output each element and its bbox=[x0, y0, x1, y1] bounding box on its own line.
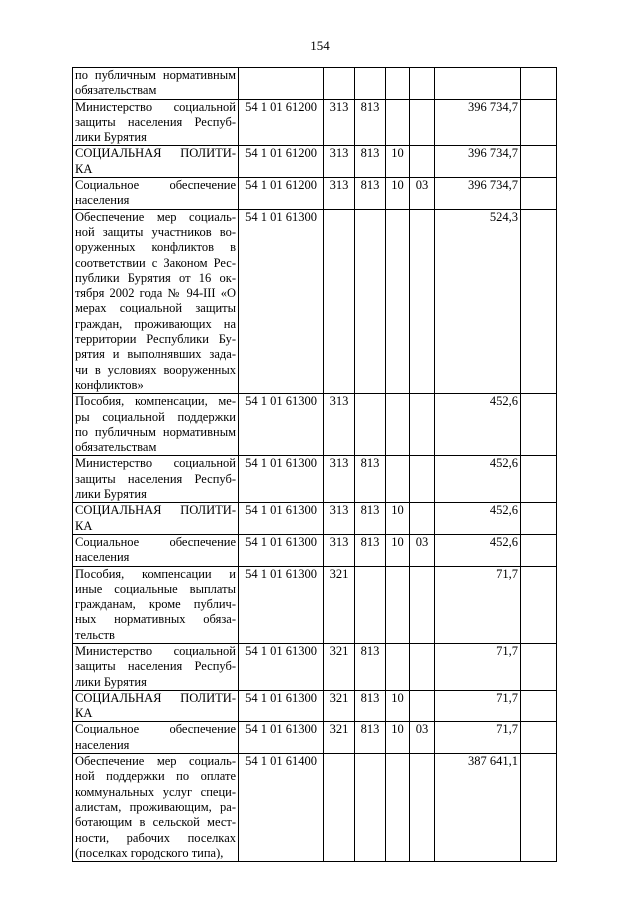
expense-name-line: рятия и выполнявших зада- bbox=[75, 347, 236, 362]
expense-type-code: 313 bbox=[324, 456, 355, 503]
expense-name-line: Министерство социальной bbox=[75, 456, 236, 471]
expense-name-line: территории Республики Бу- bbox=[75, 332, 236, 347]
empty-cell bbox=[521, 456, 557, 503]
subsection-code bbox=[410, 643, 435, 690]
section-code bbox=[386, 99, 410, 146]
expense-name-line: по публичным нормативным bbox=[75, 424, 236, 439]
expense-name-line: тября 2002 года № 94-III «О bbox=[75, 286, 236, 301]
section-code: 10 bbox=[386, 534, 410, 566]
expense-name-line: тельств bbox=[75, 627, 115, 642]
expense-name-cell bbox=[73, 456, 239, 503]
empty-cell bbox=[521, 178, 557, 210]
expense-name-line: защиты населения Респуб- bbox=[75, 114, 236, 129]
target-article-code: 54 1 01 61300 bbox=[239, 566, 324, 643]
expense-name-line: гражданам, кроме публич- bbox=[75, 597, 236, 612]
section-code: 10 bbox=[386, 690, 410, 722]
empty-cell bbox=[521, 394, 557, 456]
section-code: 10 bbox=[386, 722, 410, 754]
section-code: 10 bbox=[386, 503, 410, 535]
table-row bbox=[73, 394, 557, 456]
expense-type-code: 321 bbox=[324, 566, 355, 643]
expense-name-line: (поселках городского типа), bbox=[75, 845, 224, 860]
expense-name-line: населения bbox=[75, 737, 130, 752]
expense-name-line: населения bbox=[75, 193, 130, 208]
target-article-code: 54 1 01 61300 bbox=[239, 534, 324, 566]
target-article-code: 54 1 01 61400 bbox=[239, 754, 324, 862]
target-article-code bbox=[239, 68, 324, 100]
subsection-code bbox=[410, 146, 435, 178]
ministry-code: 813 bbox=[355, 643, 386, 690]
expense-name-line: СОЦИАЛЬНАЯ ПОЛИТИ- bbox=[75, 146, 236, 161]
expense-name-line: Социальное обеспечение bbox=[75, 722, 236, 737]
table-row bbox=[73, 754, 557, 862]
section-code bbox=[386, 68, 410, 100]
expense-name-line: КА bbox=[75, 518, 93, 533]
expense-name-cell bbox=[73, 503, 239, 535]
expense-name-cell bbox=[73, 754, 239, 862]
expense-type-code: 313 bbox=[324, 534, 355, 566]
page-number: 154 bbox=[310, 38, 330, 53]
empty-cell bbox=[521, 690, 557, 722]
subsection-code: 03 bbox=[410, 178, 435, 210]
expense-name-line: алистам, проживающим, ра- bbox=[75, 799, 236, 814]
subsection-code bbox=[410, 394, 435, 456]
section-code bbox=[386, 394, 410, 456]
expense-name-line: КА bbox=[75, 706, 93, 721]
expense-name-line: лики Бурятия bbox=[75, 487, 147, 502]
expense-name-line: Обеспечение мер социаль- bbox=[75, 209, 236, 224]
amount-cell: 452,6 bbox=[435, 534, 521, 566]
table-row bbox=[73, 566, 557, 643]
budget-table-body bbox=[73, 68, 557, 862]
table-row bbox=[73, 209, 557, 394]
subsection-code bbox=[410, 209, 435, 394]
expense-name-line: иные социальные выплаты bbox=[75, 581, 236, 596]
section-code: 10 bbox=[386, 146, 410, 178]
subsection-code bbox=[410, 456, 435, 503]
expense-name-line: конфликтов» bbox=[75, 377, 144, 392]
expense-name-cell bbox=[73, 566, 239, 643]
expense-name-line: СОЦИАЛЬНАЯ ПОЛИТИ- bbox=[75, 690, 236, 705]
table-row bbox=[73, 456, 557, 503]
ministry-code bbox=[355, 754, 386, 862]
empty-cell bbox=[521, 146, 557, 178]
ministry-code bbox=[355, 566, 386, 643]
section-code bbox=[386, 209, 410, 394]
ministry-code: 813 bbox=[355, 722, 386, 754]
expense-name-cell bbox=[73, 146, 239, 178]
amount-cell: 524,3 bbox=[435, 209, 521, 394]
ministry-code bbox=[355, 209, 386, 394]
target-article-code: 54 1 01 61300 bbox=[239, 209, 324, 394]
expense-name-line: оруженных конфликтов в bbox=[75, 240, 236, 255]
empty-cell bbox=[521, 503, 557, 535]
empty-cell bbox=[521, 566, 557, 643]
ministry-code bbox=[355, 394, 386, 456]
expense-name-line: мерах социальной защиты bbox=[75, 301, 236, 316]
amount-cell: 396 734,7 bbox=[435, 146, 521, 178]
empty-cell bbox=[521, 722, 557, 754]
target-article-code: 54 1 01 61300 bbox=[239, 643, 324, 690]
table-row bbox=[73, 146, 557, 178]
target-article-code: 54 1 01 61300 bbox=[239, 690, 324, 722]
table-row bbox=[73, 722, 557, 754]
target-article-code: 54 1 01 61200 bbox=[239, 146, 324, 178]
expense-name-line: Обеспечение мер социаль- bbox=[75, 754, 236, 769]
expense-name-line: ных нормативных обяза- bbox=[75, 612, 236, 627]
table-row bbox=[73, 178, 557, 210]
expense-type-code: 313 bbox=[324, 394, 355, 456]
target-article-code: 54 1 01 61300 bbox=[239, 503, 324, 535]
expense-name-line: КА bbox=[75, 161, 93, 176]
amount-cell bbox=[435, 68, 521, 100]
expense-type-code bbox=[324, 209, 355, 394]
section-code: 10 bbox=[386, 178, 410, 210]
expense-name-cell bbox=[73, 99, 239, 146]
expense-name-line: по публичным нормативным bbox=[75, 68, 236, 82]
expense-name-line: соответствии с Законом Рес- bbox=[75, 255, 236, 270]
subsection-code bbox=[410, 754, 435, 862]
target-article-code: 54 1 01 61300 bbox=[239, 394, 324, 456]
subsection-code bbox=[410, 99, 435, 146]
expense-name-line: ры социальной поддержки bbox=[75, 409, 236, 424]
expense-name-cell bbox=[73, 68, 239, 100]
expense-type-code: 321 bbox=[324, 643, 355, 690]
expense-name-line: ной защиты участников во- bbox=[75, 224, 236, 239]
expense-name-line: Министерство социальной bbox=[75, 99, 236, 114]
empty-cell bbox=[521, 99, 557, 146]
expense-type-code: 313 bbox=[324, 146, 355, 178]
expense-name-line: Министерство социальной bbox=[75, 643, 236, 658]
ministry-code: 813 bbox=[355, 178, 386, 210]
empty-cell bbox=[521, 68, 557, 100]
budget-table bbox=[72, 67, 557, 862]
subsection-code bbox=[410, 690, 435, 722]
empty-cell bbox=[521, 534, 557, 566]
ministry-code: 813 bbox=[355, 503, 386, 535]
expense-name-cell bbox=[73, 722, 239, 754]
expense-name-cell bbox=[73, 534, 239, 566]
expense-name-line: граждан, проживающих на bbox=[75, 316, 236, 331]
empty-cell bbox=[521, 643, 557, 690]
subsection-code: 03 bbox=[410, 722, 435, 754]
amount-cell: 452,6 bbox=[435, 456, 521, 503]
amount-cell: 71,7 bbox=[435, 722, 521, 754]
target-article-code: 54 1 01 61200 bbox=[239, 178, 324, 210]
amount-cell: 452,6 bbox=[435, 394, 521, 456]
subsection-code bbox=[410, 566, 435, 643]
subsection-code: 03 bbox=[410, 534, 435, 566]
table-row bbox=[73, 534, 557, 566]
empty-cell bbox=[521, 754, 557, 862]
expense-name-line: ной поддержки по оплате bbox=[75, 769, 236, 784]
expense-name-line: лики Бурятия bbox=[75, 674, 147, 689]
expense-type-code: 313 bbox=[324, 503, 355, 535]
target-article-code: 54 1 01 61300 bbox=[239, 722, 324, 754]
table-row bbox=[73, 643, 557, 690]
ministry-code: 813 bbox=[355, 534, 386, 566]
expense-name-line: защиты населения Респуб- bbox=[75, 659, 236, 674]
amount-cell: 396 734,7 bbox=[435, 178, 521, 210]
expense-name-line: обязательствам bbox=[75, 440, 157, 455]
amount-cell: 71,7 bbox=[435, 566, 521, 643]
expense-name-line: Пособия, компенсации и bbox=[75, 566, 236, 581]
ministry-code: 813 bbox=[355, 146, 386, 178]
table-row bbox=[73, 68, 557, 100]
subsection-code bbox=[410, 68, 435, 100]
table-row bbox=[73, 99, 557, 146]
table-row bbox=[73, 503, 557, 535]
expense-name-line: Социальное обеспечение bbox=[75, 178, 236, 193]
expense-name-line: ботающим в сельской мест- bbox=[75, 815, 236, 830]
ministry-code bbox=[355, 68, 386, 100]
expense-name-cell bbox=[73, 178, 239, 210]
expense-name-cell bbox=[73, 690, 239, 722]
expense-type-code: 321 bbox=[324, 690, 355, 722]
expense-name-cell bbox=[73, 209, 239, 394]
expense-name-line: чи в условиях вооруженных bbox=[75, 362, 236, 377]
amount-cell: 396 734,7 bbox=[435, 99, 521, 146]
section-code bbox=[386, 643, 410, 690]
expense-name-line: лики Бурятия bbox=[75, 130, 147, 145]
expense-name-line: Социальное обеспечение bbox=[75, 534, 236, 549]
expense-name-line: обязательствам bbox=[75, 83, 157, 98]
amount-cell: 71,7 bbox=[435, 690, 521, 722]
expense-type-code bbox=[324, 68, 355, 100]
expense-name-line: ности, рабочих поселках bbox=[75, 830, 236, 845]
expense-type-code: 321 bbox=[324, 722, 355, 754]
amount-cell: 452,6 bbox=[435, 503, 521, 535]
subsection-code bbox=[410, 503, 435, 535]
ministry-code: 813 bbox=[355, 99, 386, 146]
target-article-code: 54 1 01 61200 bbox=[239, 99, 324, 146]
expense-name-line: СОЦИАЛЬНАЯ ПОЛИТИ- bbox=[75, 503, 236, 518]
ministry-code: 813 bbox=[355, 690, 386, 722]
expense-name-cell bbox=[73, 394, 239, 456]
expense-name-line: коммунальных услуг специ- bbox=[75, 784, 236, 799]
section-code bbox=[386, 456, 410, 503]
expense-name-line: публики Бурятия от 16 ок- bbox=[75, 270, 236, 285]
expense-type-code bbox=[324, 754, 355, 862]
section-code bbox=[386, 566, 410, 643]
target-article-code: 54 1 01 61300 bbox=[239, 456, 324, 503]
expense-name-line: населения bbox=[75, 550, 130, 565]
expense-name-cell bbox=[73, 643, 239, 690]
expense-name-line: Пособия, компенсации, ме- bbox=[75, 394, 236, 409]
section-code bbox=[386, 754, 410, 862]
empty-cell bbox=[521, 209, 557, 394]
expense-type-code: 313 bbox=[324, 99, 355, 146]
amount-cell: 71,7 bbox=[435, 643, 521, 690]
expense-type-code: 313 bbox=[324, 178, 355, 210]
ministry-code: 813 bbox=[355, 456, 386, 503]
expense-name-line: защиты населения Респуб- bbox=[75, 471, 236, 486]
amount-cell: 387 641,1 bbox=[435, 754, 521, 862]
table-row bbox=[73, 690, 557, 722]
